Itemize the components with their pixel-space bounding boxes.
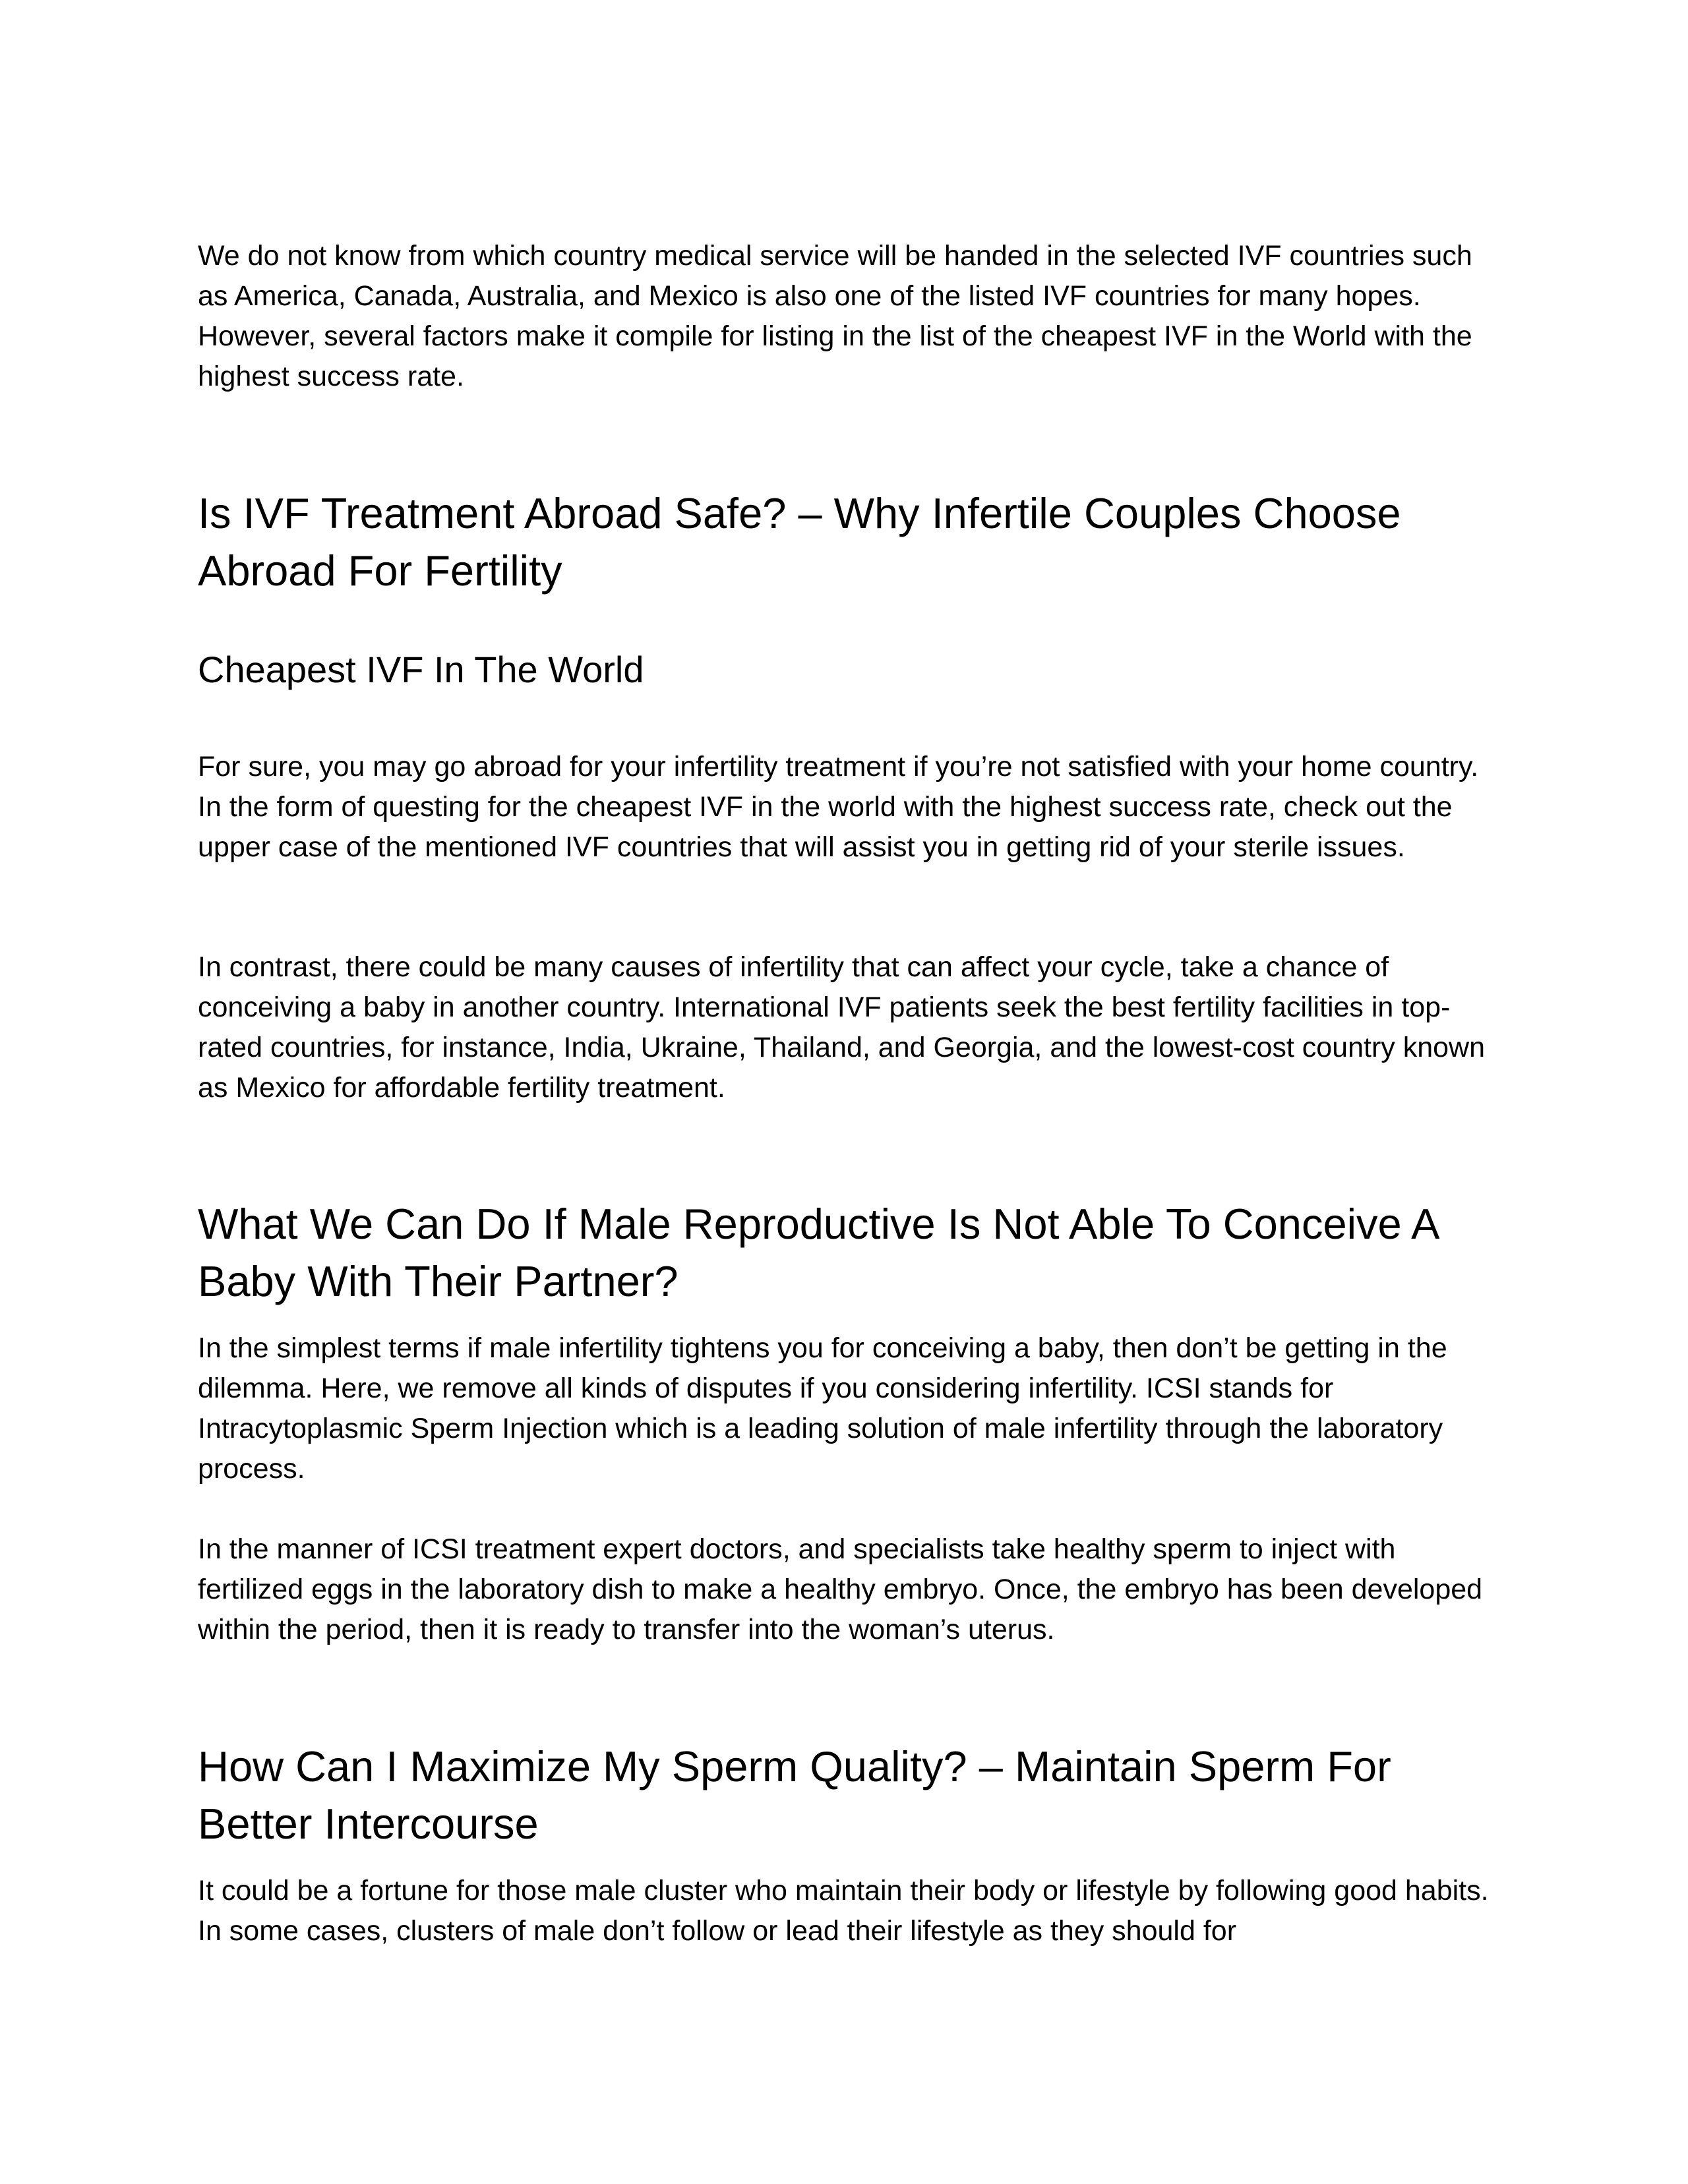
heading-ivf-abroad-safe: Is IVF Treatment Abroad Safe? – Why Infertile Couples Choose Abroad For Fertility — [198, 489, 1401, 595]
heading-male-reproductive: What We Can Do If Male Reproductive Is Not Able To Conceive A Baby With Their Partner? — [198, 1200, 1437, 1305]
paragraph-infertility-causes: In contrast, there could be many causes of infertility that can affect your cycle, take a chance of conceiving a baby in another country. International IVF patients seek the best fertility facilities in top-rated countries, for instance, India, Ukraine, Thailand, and Georgia, and the lowest-cost country known as Mexico for affordable fertility treatment. — [198, 951, 1486, 1104]
heading-sperm-quality: How Can I Maximize My Sperm Quality? – Maintain Sperm For Better Intercourse — [198, 1742, 1391, 1848]
paragraph-go-abroad: For sure, you may go abroad for your infertility treatment if you’re not satisfied with your home country. In the form of questing for the cheapest IVF in the world with the highest success rate, check out the upper case of the mentioned IVF countries that will assist you in getting rid of your sterile issues. — [198, 751, 1479, 863]
paragraph-icsi-intro: In the simplest terms if male infertility tightens you for conceiving a baby, then don’t be getting in the dilemma. Here, we remove all kinds of disputes if you considering infertility. ICSI stands for Intracytoplasmic Sperm Injection which is a leading solution of male infertility through the laboratory process. — [198, 1332, 1447, 1485]
paragraph-lifestyle: It could be a fortune for those male cluster who maintain their body or lifestyle by following good habits. In some cases, clusters of male don’t follow or lead their lifestyle as they should for — [198, 1875, 1489, 1947]
paragraph-icsi-process: In the manner of ICSI treatment expert doctors, and specialists take healthy sperm to inject with fertilized eggs in the laboratory dish to make a healthy embryo. Once, the embryo has been developed within the period, then it is ready to transfer into the woman’s uterus. — [198, 1533, 1483, 1645]
intro-paragraph: We do not know from which country medical service will be handed in the selected IVF countries such as America, Canada, Australia, and Mexico is also one of the listed IVF countries for many hopes. However, several factors make it compile for listing in the list of the cheapest IVF in the World with the highest success rate. — [198, 240, 1472, 392]
subheading-cheapest-ivf: Cheapest IVF In The World — [198, 649, 644, 690]
